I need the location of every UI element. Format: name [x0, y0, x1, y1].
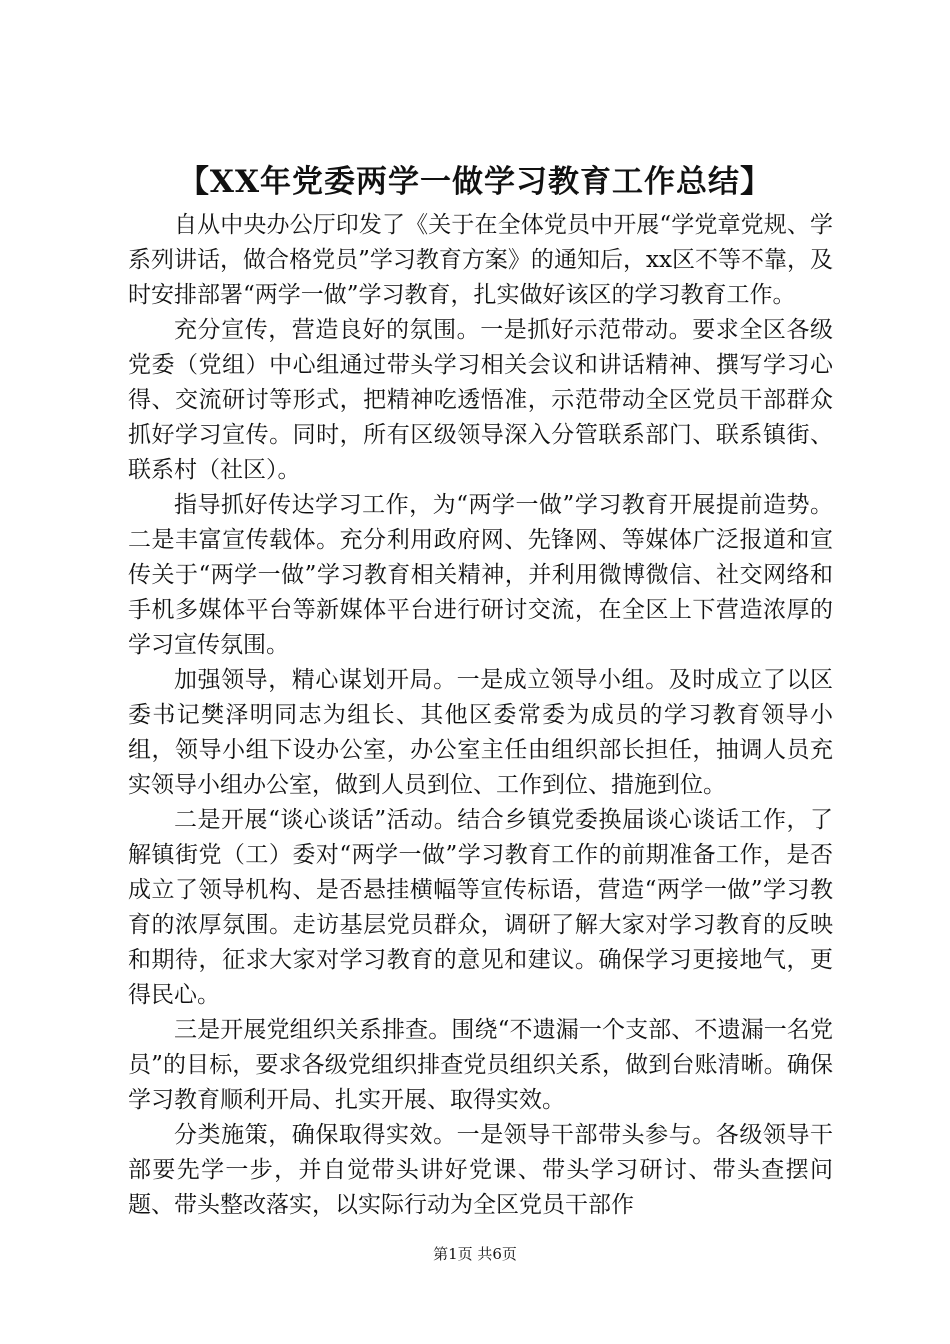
- paragraph-6: 三是开展党组织关系排查。围绕“不遗漏一个支部、不遗漏一名党员”的目标，要求各级党组织排查党员组织关系，做到台账清晰。确保学习教育顺利开局、扎实开展、取得实效。: [128, 1017, 833, 1113]
- paragraph-7: 分类施策，确保取得实效。一是领导干部带头参与。各级领导干部要先学一步，并自觉带头讲好党课、带头学习研讨、带头查摆问题、带头整改落实，以实际行动为全区党员干部作: [128, 1122, 833, 1218]
- paragraph-1: 自从中央办公厅印发了《关于在全体党员中开展“学党章党规、学系列讲话，做合格党员”学习教育方案》的通知后，xx区不等不靠，及时安排部署“两学一做”学习教育，扎实做好该区的学习教育工作。: [128, 212, 833, 308]
- paragraph-2: 充分宣传，营造良好的氛围。一是抓好示范带动。要求全区各级党委（党组）中心组通过带头学习相关会议和讲话精神、撰写学习心得、交流研讨等形式，把精神吃透悟准，示范带动全区党员干部群众抓好学习宣传。同时，所有区级领导深入分管联系部门、联系镇街、联系村（社区）。: [128, 317, 833, 483]
- document-body: [128, 208, 833, 1223]
- paragraph-5: 二是开展“谈心谈话”活动。结合乡镇党委换届谈心谈话工作，了解镇街党（工）委对“两学一做”学习教育工作的前期准备工作，是否成立了领导机构、是否悬挂横幅等宣传标语，营造“两学一做”学习教育的浓厚氛围。走访基层党员群众，调研了解大家对学习教育的反映和期待，征求大家对学习教育的意见和建议。确保学习更接地气，更得民心。: [128, 807, 833, 1008]
- paragraph-4: 加强领导，精心谋划开局。一是成立领导小组。及时成立了以区委书记樊泽明同志为组长、其他区委常委为成员的学习教育领导小组，领导小组下设办公室，办公室主任由组织部长担任，抽调人员充实领导小组办公室，做到人员到位、工作到位、措施到位。: [128, 667, 833, 798]
- page-number-footer: 第1页 共6页: [433, 1245, 517, 1263]
- paragraph-3: 指导抓好传达学习工作，为“两学一做”学习教育开展提前造势。二是丰富宣传载体。充分利用政府网、先锋网、等媒体广泛报道和宣传关于“两学一做”学习教育相关精神，并利用微博微信、社交网络和手机多媒体平台等新媒体平台进行研讨交流，在全区上下营造浓厚的学习宣传氛围。: [128, 492, 833, 658]
- document-title: 【XX年党委两学一做学习教育工作总结】: [177, 164, 773, 200]
